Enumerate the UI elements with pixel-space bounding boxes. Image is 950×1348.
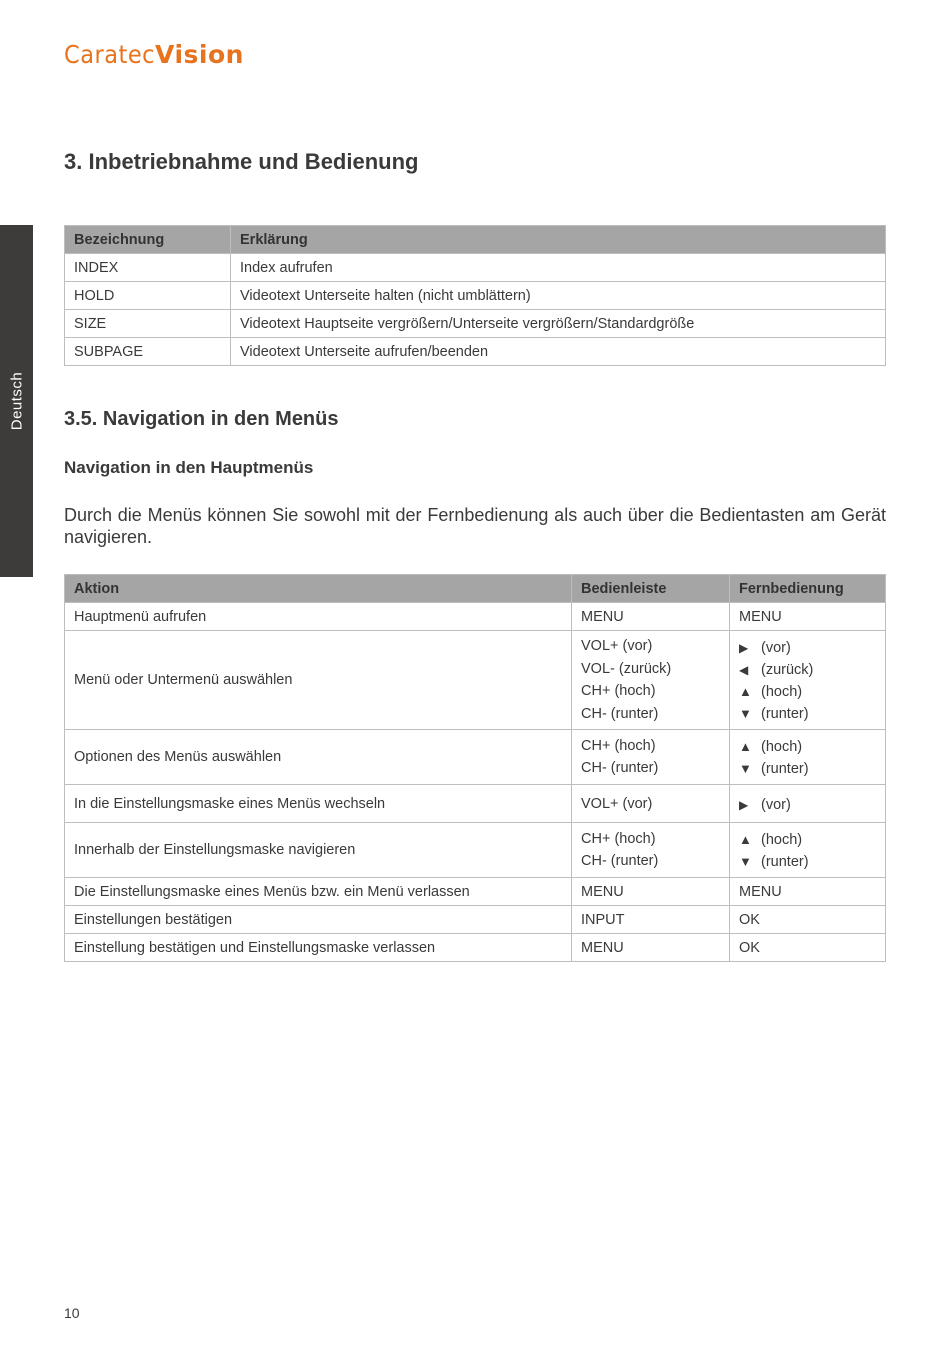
key-name-cell: SUBPAGE — [65, 338, 231, 366]
language-label: Deutsch — [8, 371, 25, 431]
action-cell: Die Einstellungsmaske eines Menüs bzw. ein Menü verlassen — [65, 878, 572, 906]
remote-control-text: (runter) — [761, 854, 809, 870]
panel-control-cell — [572, 730, 730, 785]
table-row — [65, 878, 886, 906]
page-number: 10 — [64, 1305, 80, 1321]
logo-part2: Vision — [155, 40, 244, 69]
arrow-right-icon: ▶ — [739, 797, 749, 812]
arrow-up-icon: ▲ — [739, 739, 752, 754]
remote-control-cell: OK — [730, 906, 886, 934]
panel-control-line: CH- (runter) — [581, 853, 659, 869]
panel-control-line: CH+ (hoch) — [581, 683, 656, 699]
remote-control-line — [739, 703, 876, 725]
arrow-up-icon: ▲ — [739, 684, 752, 699]
language-side-tab — [0, 225, 33, 577]
explanation-cell: Index aufrufen — [231, 254, 886, 282]
table-row — [65, 906, 886, 934]
table-row — [65, 310, 886, 338]
panel-control-line: CH+ (hoch) — [581, 830, 656, 847]
table-row — [65, 730, 886, 785]
table-row — [65, 282, 886, 310]
intro-paragraph: Durch die Menüs können Sie sowohl mit der Fernbedienung als auch über die Bedientasten am Gerät navigieren. — [64, 505, 886, 547]
remote-control-line — [739, 736, 876, 758]
table-row — [65, 254, 886, 282]
menu-navigation-table — [64, 574, 886, 962]
panel-control-cell — [572, 823, 730, 878]
action-cell: Menü oder Untermenü auswählen — [65, 631, 572, 730]
remote-control-line — [739, 637, 876, 659]
column-header: Fernbedienung — [730, 575, 886, 603]
panel-control-cell: MENU — [572, 934, 730, 962]
remote-control-cell: OK — [730, 934, 886, 962]
remote-control-cell: MENU — [730, 603, 886, 631]
videotext-keys-table — [64, 225, 886, 366]
table-row — [65, 785, 886, 823]
arrow-down-icon: ▼ — [739, 761, 752, 776]
remote-control-cell — [730, 730, 886, 785]
arrow-down-icon: ▼ — [739, 854, 752, 869]
column-header: Aktion — [65, 575, 572, 603]
remote-control-line — [739, 758, 876, 780]
section-heading: 3.5. Navigation in den Menüs — [64, 408, 339, 430]
table-header-row — [65, 226, 886, 254]
logo-part1: Caratec — [64, 40, 156, 69]
remote-control-text: (runter) — [761, 761, 809, 777]
panel-control-cell: INPUT — [572, 906, 730, 934]
remote-control-text: (runter) — [761, 706, 809, 722]
panel-control-line: CH- (runter) — [581, 760, 659, 776]
remote-control-line — [739, 851, 876, 873]
table-row — [65, 934, 886, 962]
subsection-heading: Navigation in den Hauptmenüs — [64, 458, 314, 477]
remote-control-cell — [730, 631, 886, 730]
action-cell: Optionen des Menüs auswählen — [65, 730, 572, 785]
column-header: Bezeichnung — [65, 226, 231, 254]
panel-control-line: VOL- (zurück) — [581, 660, 672, 677]
action-cell: In die Einstellungsmaske eines Menüs wechseln — [65, 785, 572, 823]
panel-control-line: CH+ (hoch) — [581, 737, 656, 754]
remote-control-text: (vor) — [761, 796, 791, 813]
arrow-down-icon: ▼ — [739, 706, 752, 721]
key-name-cell: SIZE — [65, 310, 231, 338]
action-cell: Einstellung bestätigen und Einstellungsmaske verlassen — [65, 934, 572, 962]
remote-control-text: (vor) — [761, 640, 791, 656]
action-cell: Innerhalb der Einstellungsmaske navigieren — [65, 823, 572, 878]
action-cell: Einstellungen bestätigen — [65, 906, 572, 934]
panel-control-cell: MENU — [572, 603, 730, 631]
brand-logo — [64, 40, 244, 69]
explanation-cell: Videotext Hauptseite vergrößern/Unterseite vergrößern/Standardgröße — [231, 310, 886, 338]
arrow-right-icon: ▶ — [739, 641, 749, 655]
explanation-cell: Videotext Unterseite aufrufen/beenden — [231, 338, 886, 366]
table-row — [65, 603, 886, 631]
remote-control-line — [739, 681, 876, 703]
page-title: 3. Inbetriebnahme und Bedienung — [64, 149, 419, 174]
table-row — [65, 823, 886, 878]
remote-control-line — [739, 794, 876, 816]
remote-control-text: (hoch) — [761, 739, 803, 755]
remote-control-cell — [730, 785, 886, 823]
table-header-row — [65, 575, 886, 603]
panel-control-cell — [572, 631, 730, 730]
column-header: Bedienleiste — [572, 575, 730, 603]
remote-control-cell: MENU — [730, 878, 886, 906]
key-name-cell: HOLD — [65, 282, 231, 310]
panel-control-cell: MENU — [572, 878, 730, 906]
arrow-up-icon: ▲ — [739, 832, 752, 847]
key-name-cell: INDEX — [65, 254, 231, 282]
column-header: Erklärung — [231, 226, 886, 254]
remote-control-cell — [730, 823, 886, 878]
explanation-cell: Videotext Unterseite halten (nicht umblättern) — [231, 282, 886, 310]
table-row — [65, 631, 886, 730]
panel-control-line: VOL+ (vor) — [581, 638, 653, 654]
remote-control-line — [739, 829, 876, 851]
remote-control-text: (zurück) — [761, 662, 814, 678]
panel-control-line: CH- (runter) — [581, 705, 659, 722]
table-row — [65, 338, 886, 366]
action-cell: Hauptmenü aufrufen — [65, 603, 572, 631]
arrow-left-icon: ◀ — [739, 663, 749, 677]
remote-control-line — [739, 659, 876, 681]
remote-control-text: (hoch) — [761, 684, 803, 700]
panel-control-cell: VOL+ (vor) — [572, 785, 730, 823]
remote-control-text: (hoch) — [761, 832, 803, 848]
